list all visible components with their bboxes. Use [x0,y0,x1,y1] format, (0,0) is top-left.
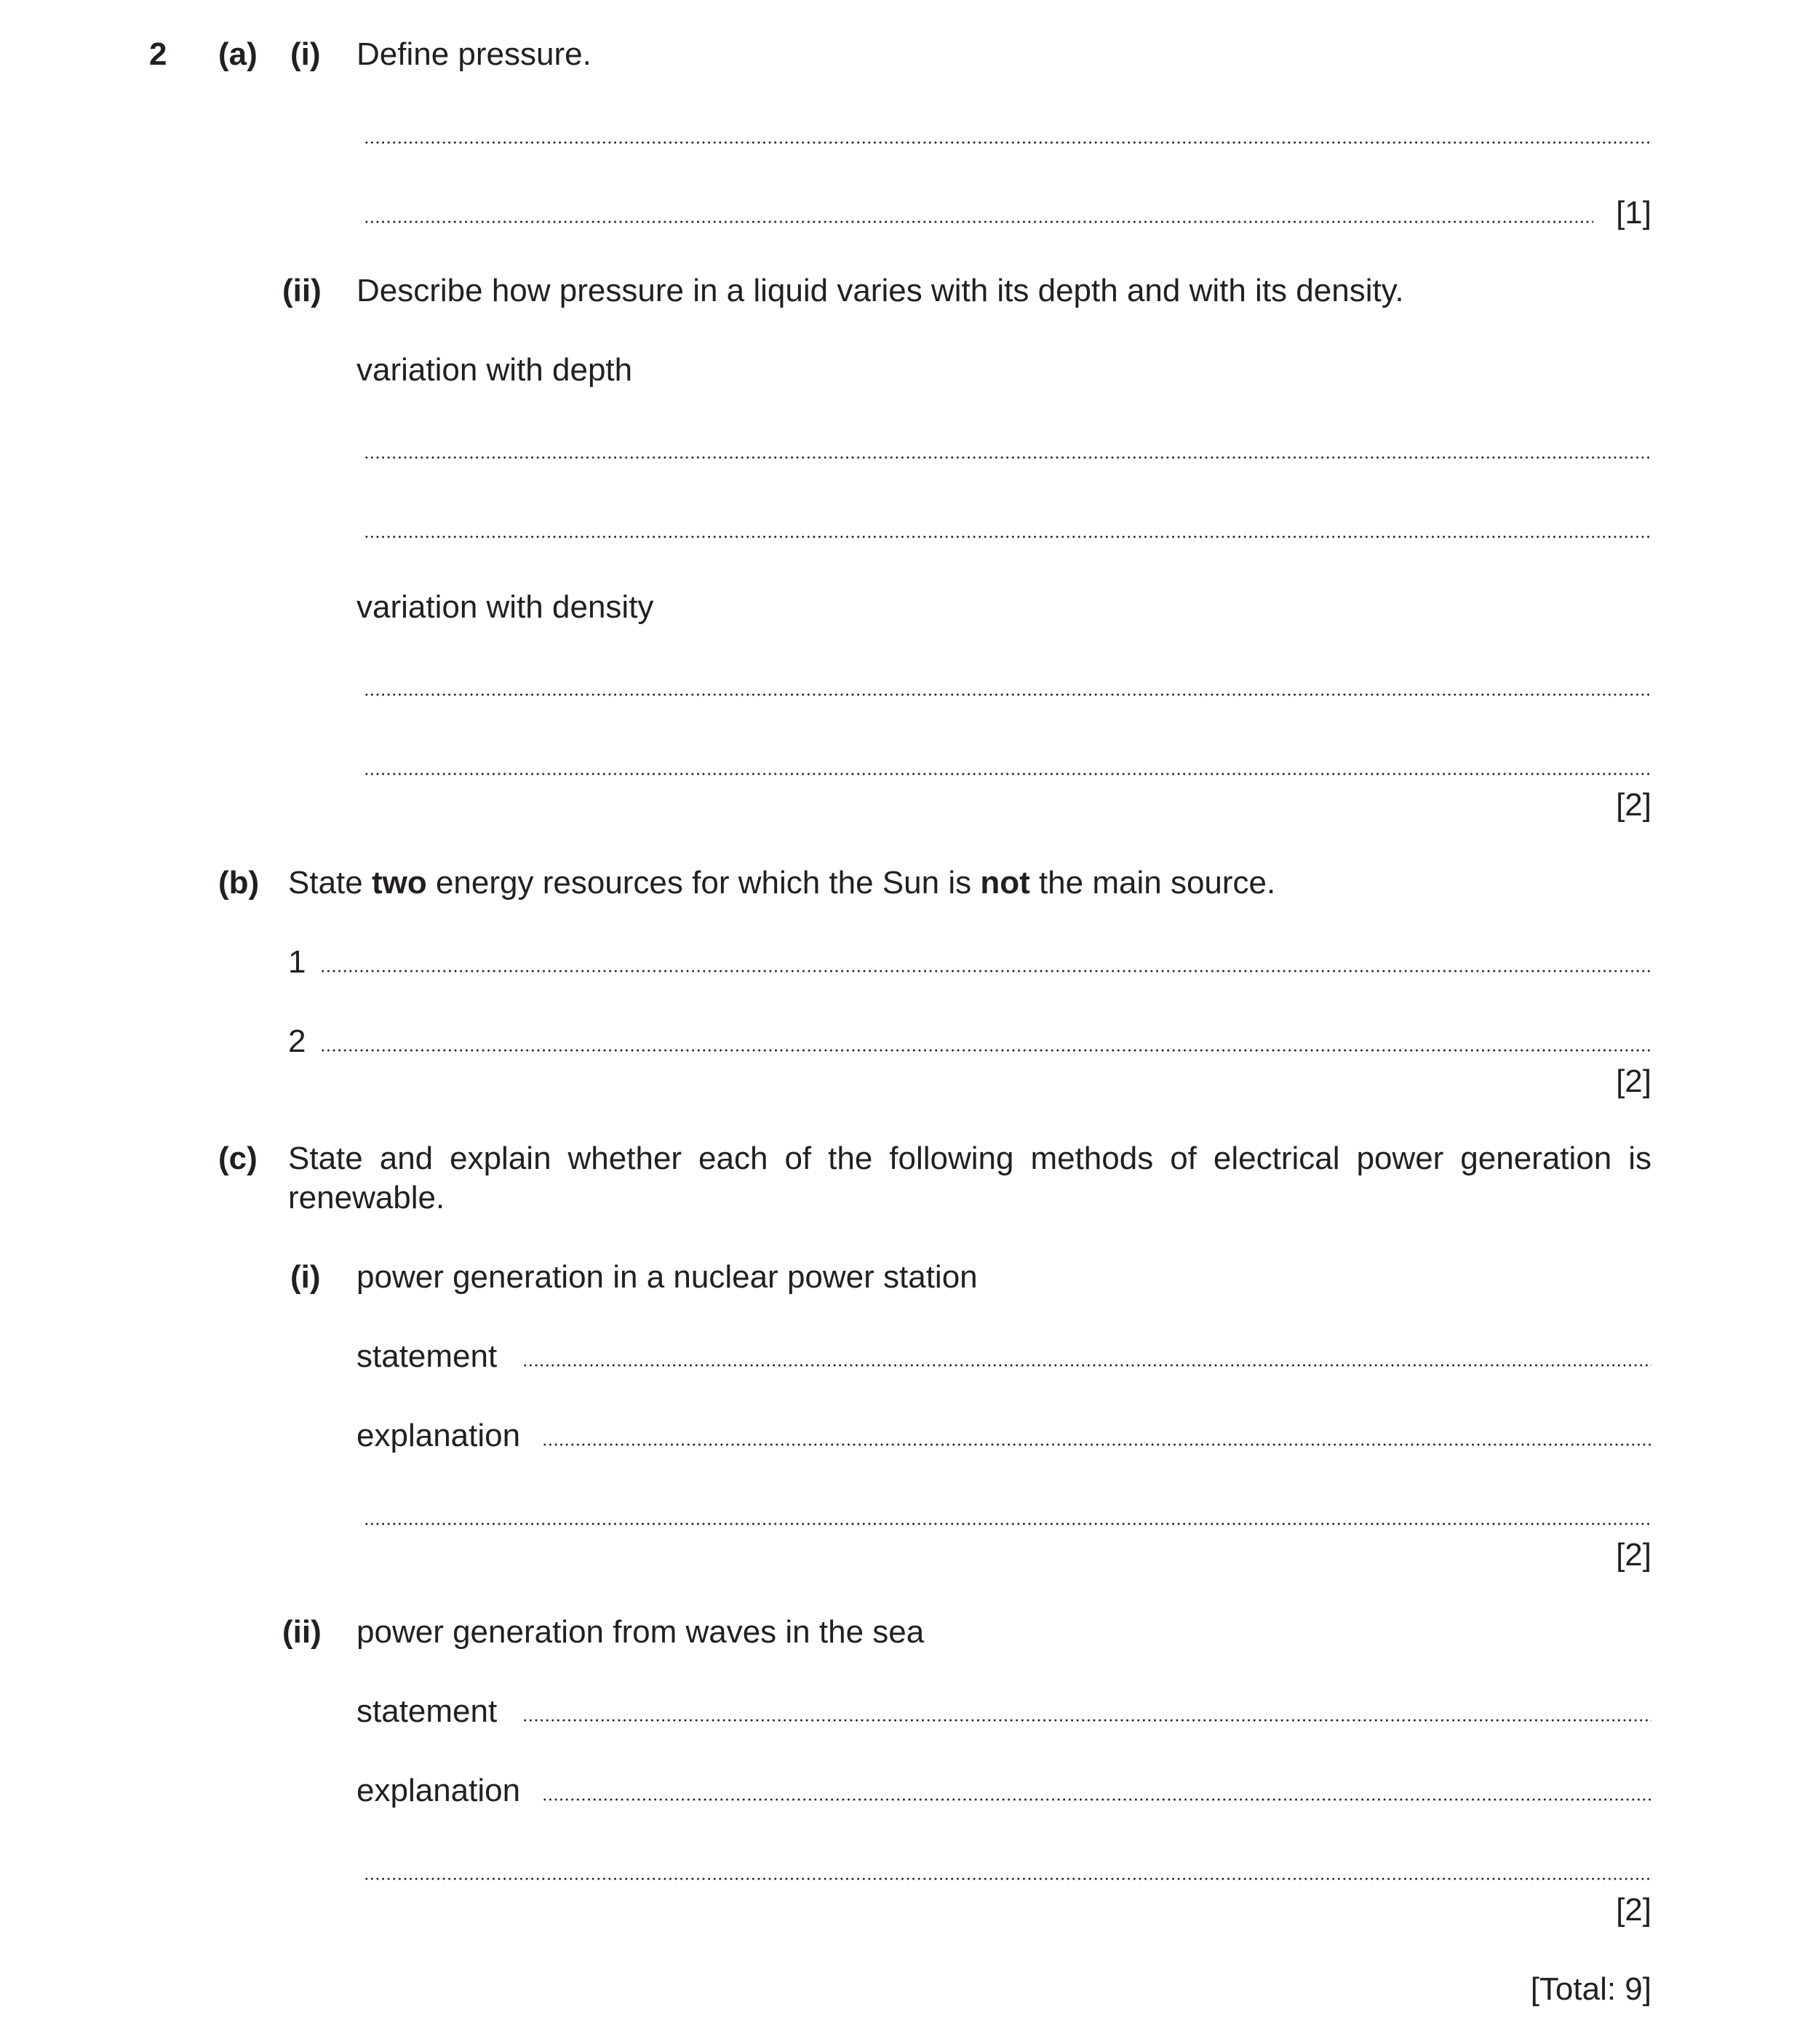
emphasis-not: not [980,865,1030,901]
part-a-i-label: (i) [290,36,321,72]
answer-line-b-1[interactable] [320,970,1651,973]
part-a-ii-label: (ii) [282,273,322,308]
density-label: variation with density [356,589,654,625]
part-c-i-label: (i) [290,1259,321,1295]
mark-a-i: [1] [1616,195,1651,231]
part-c-ii-prompt: power generation from waves in the sea [356,1614,925,1650]
emphasis-two: two [371,865,427,901]
answer-line-c-ii-explanation-1[interactable] [542,1798,1651,1801]
answer-line-density-2[interactable] [364,773,1651,775]
part-b-line1-label: 1 [288,944,306,980]
total-marks: [Total: 9] [1530,1971,1651,2007]
part-c-prompt: State and explain whether each of the following methods of electrical power generation is renewable. [288,1141,1651,1215]
question-number: 2 [149,36,167,72]
answer-line-c-i-explanation-2[interactable] [364,1522,1651,1525]
answer-line-a-i-2[interactable] [364,220,1593,223]
part-c-label: (c) [218,1141,258,1176]
part-b-line2-label: 2 [288,1023,306,1059]
mark-a-ii: [2] [1616,787,1651,823]
mark-c-ii: [2] [1616,1892,1651,1928]
answer-line-b-2[interactable] [320,1049,1651,1052]
c-ii-explanation-label: explanation [356,1773,521,1808]
c-ii-statement-label: statement [356,1693,498,1729]
part-a-ii-prompt: Describe how pressure in a liquid varies with its depth and with its density. [356,273,1404,308]
c-i-statement-label: statement [356,1338,498,1374]
part-c-i-prompt: power generation in a nuclear power station [356,1259,978,1295]
answer-line-density-1[interactable] [364,693,1651,696]
mark-c-i: [2] [1616,1537,1651,1573]
answer-line-c-i-explanation-1[interactable] [542,1443,1651,1446]
part-a-label: (a) [218,36,258,72]
answer-line-a-i-1[interactable] [364,141,1651,144]
mark-b: [2] [1616,1063,1651,1099]
answer-line-c-ii-explanation-2[interactable] [364,1877,1651,1880]
part-b-label: (b) [218,865,260,901]
answer-line-c-ii-statement[interactable] [522,1719,1651,1722]
depth-label: variation with depth [356,352,633,388]
answer-line-depth-2[interactable] [364,535,1651,538]
part-a-i-prompt: Define pressure. [356,36,591,72]
answer-line-depth-1[interactable] [364,456,1651,459]
part-c-ii-label: (ii) [282,1614,322,1650]
answer-line-c-i-statement[interactable] [522,1364,1651,1367]
part-b-prompt: State two energy resources for which the Sun is not the main source. [288,865,1276,901]
c-i-explanation-label: explanation [356,1418,521,1453]
